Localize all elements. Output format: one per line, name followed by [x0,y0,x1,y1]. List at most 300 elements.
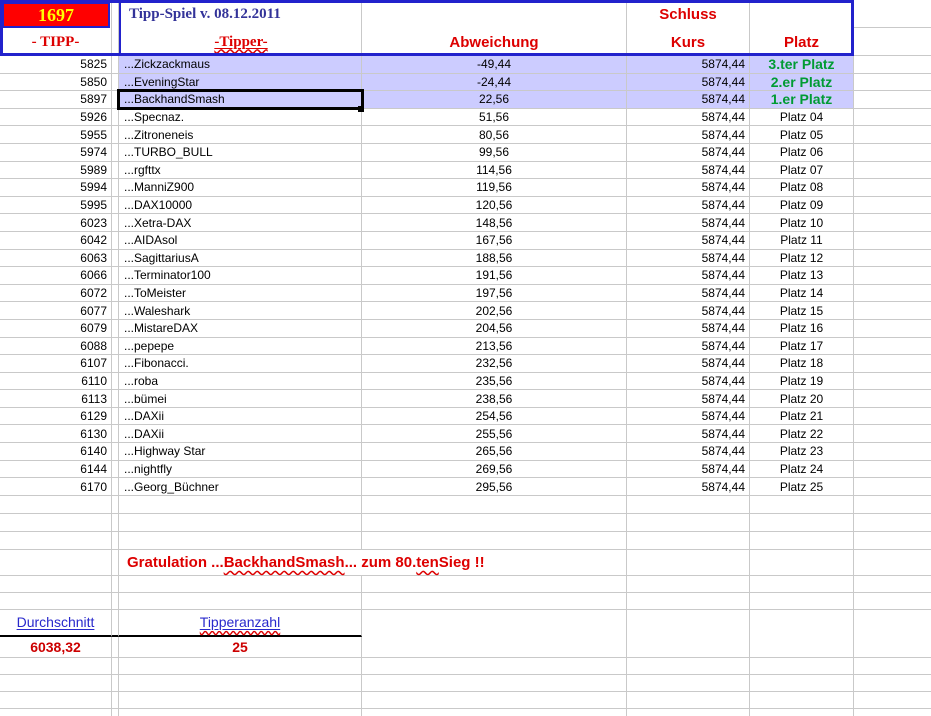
table-row [0,302,931,320]
spacer-cell[interactable] [112,461,119,478]
abweichung-cell[interactable]: 269,56 [362,461,627,478]
tipper-cell[interactable]: ...Zitroneneis [119,126,362,143]
kurs-cell[interactable]: 5874,44 [627,197,750,214]
kurs-cell[interactable]: 5874,44 [627,373,750,390]
empty-cell[interactable] [854,162,931,179]
table-row [0,461,931,479]
empty-cell[interactable] [119,514,362,531]
empty-cell[interactable] [362,532,627,549]
empty-cell[interactable] [119,675,362,691]
tipper-cell[interactable]: ...pepepe [119,338,362,355]
gratulation-text: Gratulation ... [127,553,224,571]
empty-cell[interactable] [750,550,854,575]
kurs-cell[interactable]: 5874,44 [627,478,750,495]
empty-cell[interactable] [854,28,931,56]
empty-cell[interactable] [112,692,119,708]
kurs-cell[interactable]: 5874,44 [627,250,750,267]
empty-cell[interactable] [627,658,750,674]
abweichung-column-header[interactable]: Abweichung [362,28,627,56]
empty-cell[interactable] [750,576,854,592]
abweichung-cell[interactable]: 80,56 [362,126,627,143]
spacer-cell[interactable] [112,250,119,267]
platz-cell[interactable]: Platz 23 [750,443,854,460]
abweichung-cell[interactable]: 235,56 [362,373,627,390]
empty-cell[interactable] [112,593,119,609]
spacer-cell[interactable] [112,162,119,179]
spacer-cell[interactable] [112,232,119,249]
spacer-cell[interactable] [112,610,119,637]
tipper-cell[interactable]: ...Waleshark [119,302,362,319]
table-row [0,355,931,373]
tipp-cell[interactable]: 6066 [0,267,112,284]
tipp-cell[interactable]: 6042 [0,232,112,249]
tipper-header-underline: -Tipper- [214,33,268,50]
empty-cell[interactable] [750,532,854,549]
spacer-cell[interactable] [112,0,119,28]
empty-cell[interactable] [627,496,750,513]
empty-cell[interactable] [627,610,750,637]
table-row [0,425,931,443]
empty-cell[interactable] [0,576,112,592]
kurs-cell[interactable]: 5874,44 [627,232,750,249]
tipp-cell[interactable]: 6140 [0,443,112,460]
spacer-cell[interactable] [112,28,119,56]
tipp-cell[interactable]: 5897 [0,91,112,108]
empty-cell[interactable] [854,390,931,407]
abweichung-cell[interactable]: 119,56 [362,179,627,196]
tipper-cell[interactable]: ...AIDAsol [119,232,362,249]
abweichung-cell[interactable]: 265,56 [362,443,627,460]
empty-cell[interactable] [750,675,854,691]
header-row-1 [0,0,931,28]
abweichung-cell[interactable]: 167,56 [362,232,627,249]
kurs-column-header[interactable]: Kurs [627,28,750,56]
empty-cell[interactable] [362,637,627,657]
empty-cell[interactable] [854,355,931,372]
summary-label-row [0,610,931,637]
platz-cell[interactable]: Platz 12 [750,250,854,267]
table-row [0,109,931,127]
empty-cell[interactable] [362,610,627,637]
kurs-cell[interactable]: 5874,44 [627,126,750,143]
kurs-cell[interactable]: 5874,44 [627,302,750,319]
empty-cell[interactable] [0,675,112,691]
platz-cell[interactable]: Platz 10 [750,214,854,231]
empty-cell[interactable] [750,692,854,708]
empty-cell[interactable] [854,197,931,214]
platz-cell[interactable]: Platz 06 [750,144,854,161]
kurs-cell[interactable]: 5874,44 [627,74,750,91]
gratulation-winner-name: BackhandSmash [223,553,345,571]
empty-cell[interactable] [0,658,112,674]
tipper-cell[interactable]: ...BackhandSmash [119,91,362,108]
abweichung-cell[interactable]: 120,56 [362,197,627,214]
tipp-cell[interactable]: 6110 [0,373,112,390]
platz-cell[interactable]: 3.ter Platz [750,56,854,73]
header-row-2 [0,28,931,56]
empty-cell[interactable] [750,658,854,674]
kurs-cell[interactable]: 5874,44 [627,320,750,337]
spacer-cell[interactable] [112,56,119,73]
empty-cell[interactable] [854,214,931,231]
platz-cell[interactable]: 1.er Platz [750,91,854,108]
empty-cell[interactable] [0,532,112,549]
abweichung-cell[interactable]: 202,56 [362,302,627,319]
spacer-cell[interactable] [112,443,119,460]
empty-cell[interactable] [854,338,931,355]
empty-cell[interactable] [362,675,627,691]
empty-cell[interactable] [854,593,931,609]
tipp-cell[interactable]: 6079 [0,320,112,337]
empty-cell[interactable] [119,658,362,674]
tipp-cell[interactable]: 6129 [0,408,112,425]
kurs-cell[interactable]: 5874,44 [627,285,750,302]
abweichung-cell[interactable]: 204,56 [362,320,627,337]
spacer-cell[interactable] [112,109,119,126]
tipp-cell[interactable]: 6077 [0,302,112,319]
empty-cell[interactable] [0,550,112,575]
spacer-cell[interactable] [112,390,119,407]
empty-cell[interactable] [112,675,119,691]
tipper-cell[interactable]: ...roba [119,373,362,390]
durchschnitt-value-cell[interactable]: 6038,32 [0,637,112,657]
empty-cell[interactable] [362,576,627,592]
spacer-cell[interactable] [112,550,119,575]
tipp-cell[interactable]: 5850 [0,74,112,91]
empty-cell[interactable] [362,593,627,609]
table-row [0,320,931,338]
game-number[interactable]: 1697 [2,2,110,28]
table-row [0,179,931,197]
empty-cell[interactable] [854,532,931,549]
empty-cell[interactable] [627,692,750,708]
empty-cell[interactable] [854,320,931,337]
kurs-cell[interactable]: 5874,44 [627,109,750,126]
tipp-cell[interactable]: 6072 [0,285,112,302]
empty-row [0,576,931,593]
abweichung-cell[interactable]: 114,56 [362,162,627,179]
platz-cell[interactable]: Platz 14 [750,285,854,302]
empty-cell[interactable] [362,658,627,674]
platz-cell[interactable]: Platz 17 [750,338,854,355]
spacer-cell[interactable] [112,338,119,355]
empty-cell[interactable] [112,496,119,513]
platz-cell[interactable]: 2.er Platz [750,74,854,91]
tipp-cell[interactable]: 6088 [0,338,112,355]
tipper-cell[interactable]: ...Fibonacci. [119,355,362,372]
tipper-cell[interactable]: ...EveningStar [119,74,362,91]
tipp-cell[interactable]: 6023 [0,214,112,231]
table-row [0,232,931,250]
empty-cell[interactable] [362,0,627,28]
kurs-cell[interactable]: 5874,44 [627,162,750,179]
abweichung-cell[interactable]: 295,56 [362,478,627,495]
empty-cell[interactable] [0,692,112,708]
kurs-cell[interactable]: 5874,44 [627,461,750,478]
empty-cell[interactable] [854,576,931,592]
tipp-cell[interactable]: 5825 [0,56,112,73]
empty-cell[interactable] [0,514,112,531]
tipper-cell[interactable]: ...TURBO_BULL [119,144,362,161]
tipper-cell[interactable]: ...Highway Star [119,443,362,460]
abweichung-cell[interactable]: 51,56 [362,109,627,126]
empty-cell[interactable] [0,593,112,609]
platz-cell[interactable]: Platz 25 [750,478,854,495]
empty-row [0,514,931,532]
tipp-cell[interactable]: 5974 [0,144,112,161]
empty-cell[interactable] [119,593,362,609]
tipperanzahl-label-cell[interactable] [119,610,362,637]
empty-rows [0,576,931,610]
abweichung-cell[interactable]: 188,56 [362,250,627,267]
platz-cell[interactable]: Platz 11 [750,232,854,249]
kurs-cell[interactable]: 5874,44 [627,443,750,460]
tipper-cell[interactable]: ...Specnaz. [119,109,362,126]
platz-cell[interactable]: Platz 20 [750,390,854,407]
empty-cell[interactable] [362,709,627,716]
spacer-cell[interactable] [112,179,119,196]
abweichung-cell[interactable]: 99,56 [362,144,627,161]
empty-cell[interactable] [750,610,854,637]
platz-cell[interactable]: Platz 04 [750,109,854,126]
empty-cell[interactable] [854,91,931,108]
empty-cell[interactable] [750,514,854,531]
empty-row [0,658,931,675]
tipper-column-header[interactable] [119,28,362,56]
table-row [0,74,931,92]
platz-cell[interactable]: Platz 19 [750,373,854,390]
tipp-cell[interactable]: 5994 [0,179,112,196]
tipper-cell[interactable]: ...DAXii [119,408,362,425]
gratulation-row [0,550,931,576]
empty-cell[interactable] [119,709,362,716]
tipp-cell[interactable]: 5955 [0,126,112,143]
empty-cell[interactable] [854,267,931,284]
tipp-cell[interactable]: 6107 [0,355,112,372]
table-row [0,338,931,356]
empty-cell[interactable] [854,514,931,531]
spacer-cell[interactable] [112,214,119,231]
kurs-cell[interactable]: 5874,44 [627,179,750,196]
tipper-cell[interactable]: ...MistareDAX [119,320,362,337]
abweichung-cell[interactable]: 213,56 [362,338,627,355]
empty-cell[interactable] [750,496,854,513]
tipper-cell[interactable]: ...rgfttx [119,162,362,179]
empty-cell[interactable] [119,576,362,592]
kurs-cell[interactable]: 5874,44 [627,390,750,407]
empty-cell[interactable] [854,373,931,390]
empty-cell[interactable] [854,496,931,513]
empty-cell[interactable] [854,285,931,302]
abweichung-cell[interactable]: 254,56 [362,408,627,425]
abweichung-cell[interactable]: -49,44 [362,56,627,73]
kurs-cell[interactable]: 5874,44 [627,338,750,355]
tipper-cell[interactable]: ...Georg_Büchner [119,478,362,495]
platz-cell[interactable]: Platz 13 [750,267,854,284]
abweichung-cell[interactable]: 148,56 [362,214,627,231]
empty-cell[interactable] [750,0,854,28]
spacer-cell[interactable] [112,478,119,495]
platz-cell[interactable]: Platz 16 [750,320,854,337]
empty-cell[interactable] [854,408,931,425]
empty-cell[interactable] [112,576,119,592]
empty-cell[interactable] [627,675,750,691]
empty-cell[interactable] [119,532,362,549]
empty-cell[interactable] [854,232,931,249]
spacer-cell[interactable] [112,267,119,284]
empty-cell[interactable] [750,593,854,609]
tipper-cell[interactable]: ...Xetra-DAX [119,214,362,231]
tipper-cell[interactable]: ...DAXii [119,425,362,442]
empty-cell[interactable] [0,709,112,716]
empty-cell[interactable] [112,514,119,531]
kurs-cell[interactable]: 5874,44 [627,425,750,442]
tipper-cell[interactable]: ...Zickzackmaus [119,56,362,73]
tipp-cell[interactable]: 6113 [0,390,112,407]
platz-cell[interactable]: Platz 05 [750,126,854,143]
empty-cell[interactable] [854,550,931,575]
empty-cell[interactable] [854,658,931,674]
empty-cell[interactable] [362,496,627,513]
kurs-cell[interactable]: 5874,44 [627,56,750,73]
abweichung-cell[interactable]: -24,44 [362,74,627,91]
empty-cell[interactable] [112,532,119,549]
abweichung-cell[interactable]: 197,56 [362,285,627,302]
platz-cell[interactable]: Platz 15 [750,302,854,319]
spacer-cell[interactable] [112,373,119,390]
empty-cell[interactable] [627,576,750,592]
empty-cell[interactable] [854,461,931,478]
empty-cell[interactable] [854,302,931,319]
durchschnitt-label-cell[interactable] [0,610,112,637]
tipp-cell[interactable]: 5989 [0,162,112,179]
abweichung-cell[interactable]: 22,56 [362,91,627,108]
gratulation-text: Sieg !! [438,553,485,571]
empty-cell[interactable] [854,637,931,657]
tipper-cell[interactable]: ...nightfly [119,461,362,478]
gratulation-message[interactable] [119,550,627,575]
spacer-cell[interactable] [112,425,119,442]
empty-cell[interactable] [854,443,931,460]
table-row [0,144,931,162]
empty-cell[interactable] [119,496,362,513]
table-row [0,478,931,496]
spacer-cell[interactable] [112,408,119,425]
platz-cell[interactable]: Platz 21 [750,408,854,425]
tipper-cell[interactable]: ...ManniZ900 [119,179,362,196]
platz-cell[interactable]: Platz 08 [750,179,854,196]
empty-cell[interactable] [854,109,931,126]
spacer-cell[interactable] [112,144,119,161]
platz-cell[interactable]: Platz 07 [750,162,854,179]
kurs-cell[interactable]: 5874,44 [627,355,750,372]
abweichung-cell[interactable]: 238,56 [362,390,627,407]
empty-cell[interactable] [854,126,931,143]
tipp-cell[interactable]: 6170 [0,478,112,495]
abweichung-cell[interactable]: 255,56 [362,425,627,442]
tipp-column-header[interactable]: - TIPP- [0,28,112,56]
empty-cell[interactable] [627,593,750,609]
kurs-cell[interactable]: 5874,44 [627,214,750,231]
empty-cell[interactable] [854,425,931,442]
tipp-cell[interactable]: 5995 [0,197,112,214]
empty-cell[interactable] [750,709,854,716]
empty-cell[interactable] [362,692,627,708]
empty-cell[interactable] [854,144,931,161]
table-row [0,250,931,268]
spacer-cell[interactable] [112,285,119,302]
spacer-cell[interactable] [112,74,119,91]
tipperanzahl-value-cell[interactable]: 25 [119,637,362,657]
abweichung-cell[interactable]: 232,56 [362,355,627,372]
tipper-cell[interactable]: ...bümei [119,390,362,407]
empty-cell[interactable] [119,692,362,708]
spacer-cell[interactable] [112,320,119,337]
abweichung-cell[interactable]: 191,56 [362,267,627,284]
spacer-cell[interactable] [112,91,119,108]
empty-cell[interactable] [854,56,931,73]
empty-cell[interactable] [750,637,854,657]
platz-cell[interactable]: Platz 18 [750,355,854,372]
spacer-cell[interactable] [112,302,119,319]
empty-cell[interactable] [854,179,931,196]
empty-cell[interactable] [854,74,931,91]
spacer-cell[interactable] [112,637,119,657]
sheet-title[interactable]: Tipp-Spiel v. 08.12.2011 [119,0,362,28]
empty-cell[interactable] [854,250,931,267]
empty-cell[interactable] [0,496,112,513]
platz-cell[interactable]: Platz 24 [750,461,854,478]
empty-cell[interactable] [627,709,750,716]
empty-cell[interactable] [854,478,931,495]
empty-cell[interactable] [112,658,119,674]
kurs-cell[interactable]: 5874,44 [627,91,750,108]
platz-column-header[interactable]: Platz [750,28,854,56]
tipp-cell[interactable]: 6063 [0,250,112,267]
empty-cell[interactable] [627,514,750,531]
empty-cell[interactable] [854,0,931,28]
empty-cell[interactable] [627,550,750,575]
empty-cell[interactable] [627,637,750,657]
tipp-cell[interactable]: 6130 [0,425,112,442]
empty-rows [0,658,931,716]
empty-row [0,532,931,550]
schluss-header[interactable]: Schluss [627,0,750,28]
spacer-cell[interactable] [112,355,119,372]
spacer-cell[interactable] [112,126,119,143]
tipper-cell[interactable]: ...DAX10000 [119,197,362,214]
empty-cell[interactable] [854,675,931,691]
platz-cell[interactable]: Platz 22 [750,425,854,442]
kurs-cell[interactable]: 5874,44 [627,267,750,284]
kurs-cell[interactable]: 5874,44 [627,408,750,425]
empty-cell[interactable] [854,610,931,637]
tipper-cell[interactable]: ...SagittariusA [119,250,362,267]
tipp-cell[interactable]: 5926 [0,109,112,126]
empty-cell[interactable] [854,692,931,708]
empty-cell[interactable] [362,514,627,531]
kurs-cell[interactable]: 5874,44 [627,144,750,161]
tipper-cell[interactable]: ...ToMeister [119,285,362,302]
empty-cell[interactable] [627,532,750,549]
tipper-cell[interactable]: ...Terminator100 [119,267,362,284]
platz-cell[interactable]: Platz 09 [750,197,854,214]
tipp-cell[interactable]: 6144 [0,461,112,478]
spacer-cell[interactable] [112,197,119,214]
game-number-cell[interactable] [0,0,112,28]
empty-cell[interactable] [112,709,119,716]
empty-cell[interactable] [854,709,931,716]
